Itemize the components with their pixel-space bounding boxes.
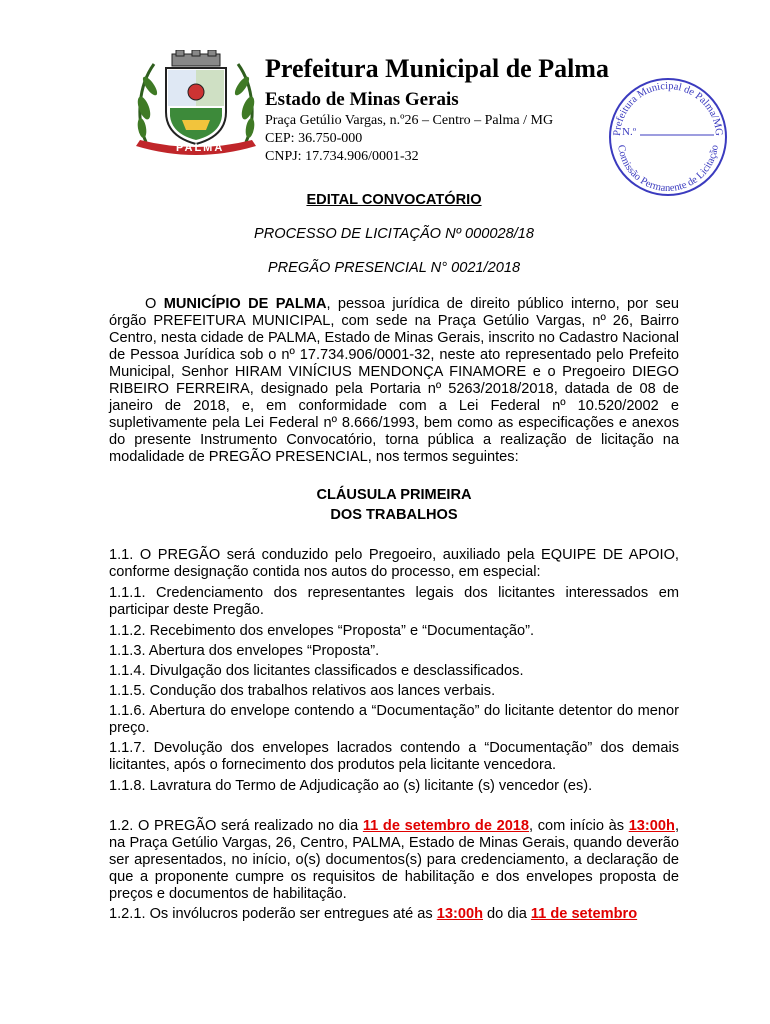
item-1-2-text-b: , com início às (529, 818, 629, 834)
session-date: 11 de setembro de 2018 (362, 818, 530, 834)
intro-municipality: MUNICÍPIO DE PALMA (163, 296, 327, 312)
item-1-1-5: 1.1.5. Condução dos trabalhos relativos aos lances verbais. (109, 683, 496, 699)
stamp-arc-top: Prefeitura Municipal de Palma/MG (611, 80, 725, 137)
item-1-2-1-text-b: do dia (483, 906, 531, 922)
item-1-2 (109, 818, 679, 903)
item-1-2-text-c: , na Praça Getúlio Vargas, 26, Centro, PALMA, Estado de Minas Gerais, quando deverão ser apresentados, no início, o(s) documentos(s) para credenciamento, a declaração de que a proponente cumpre os requisitos de habilitação e dos envelopes proposta de preços e documentos de habilitação. (109, 818, 679, 902)
intro-text: , pessoa jurídica de direito público interno, por seu órgão PREFEITURA MUNICIPAL, com sede na Praça Getúlio Vargas, nº 26, Bairro Centro, nesta cidade de PALMA, Estado de Minas Gerais, inscrito no Cadastro Nacional de Pessoa Jurídica sob o nº 17.734.906/0001-32, neste ato representado pelo Prefeito Municipal, Senhor HIRAM VINÍCIUS MENDONÇA FINAMORE e o Pregoeiro DIEGO RIBEIRO FERREIRA, designado pela Portaria nº 5263/2018/2018, datada de 08 de janeiro de 2018, e, em conformidade com a Lei Federal nº 10.520/2002 e supletivamente pela Lei Federal nº 8.666/1993, bem como as especificações e anexos do presente Instrumento Convocatório, torna pública a realização de licitação na modalidade de PREGÃO PRESENCIAL, nos termos seguintes: (109, 296, 679, 465)
item-1-2-1-text-a: 1.2.1. Os invólucros poderão ser entregues até as (109, 906, 437, 922)
delivery-date: 11 de setembro (530, 906, 638, 922)
header-address: Praça Getúlio Vargas, n.º26 – Centro – Palma / MG (265, 113, 554, 128)
item-1-1-8: 1.1.8. Lavratura do Termo de Adjudicação ao (s) licitante (s) vencedor (es). (109, 778, 593, 794)
clause-subtitle: DOS TRABALHOS (330, 507, 458, 523)
clause-title: CLÁUSULA PRIMEIRA (316, 487, 472, 503)
delivery-time: 13:00h (436, 906, 483, 922)
item-1-1-6: 1.1.6. Abertura do envelope contendo a “Documentação” do licitante detentor do menor preço. (109, 703, 679, 736)
item-1-1-2: 1.1.2. Recebimento dos envelopes “Proposta” e “Documentação”. (109, 623, 535, 639)
item-1-1-4: 1.1.4. Divulgação dos licitantes classificados e desclassificados. (109, 663, 524, 679)
commission-stamp (606, 75, 730, 199)
item-1-2-text-a: 1.2. O PREGÃO será realizado no dia (109, 818, 363, 834)
process-number: PROCESSO DE LICITAÇÃO Nº 000028/18 (253, 226, 535, 242)
item-1-1-7: 1.1.7. Devolução dos envelopes lacrados contendo a “Documentação” dos demais licitantes, após o fornecimento dos produtos pela licitante vencedora. (109, 740, 679, 773)
session-time: 13:00h (628, 818, 675, 834)
header-subtitle: Estado de Minas Gerais (265, 89, 459, 110)
svg-text:Comissão Permanente de Licitaç (615, 144, 721, 194)
stamp-arc-bottom: Comissão Permanente de Licitação (615, 144, 721, 195)
stamp-number-label: N.º (622, 126, 637, 138)
intro-lead: O (145, 296, 164, 312)
header-title: Prefeitura Municipal de Palma (265, 54, 609, 83)
header-cnpj: CNPJ: 17.734.906/0001-32 (265, 149, 419, 164)
pregao-number: PREGÃO PRESENCIAL N° 0021/2018 (267, 260, 521, 276)
item-1-1: 1.1. O PREGÃO será conduzido pelo Pregoeiro, auxiliado pela EQUIPE DE APOIO, conforme designação contida nos autos do processo, em especial: (109, 547, 679, 580)
intro-paragraph (109, 296, 679, 466)
item-1-2-1 (109, 906, 679, 923)
item-1-1-3: 1.1.3. Abertura dos envelopes “Proposta”. (109, 643, 380, 659)
document-title: EDITAL CONVOCATÓRIO (306, 192, 482, 208)
crest-banner-text: PALMA (176, 142, 225, 154)
header-cep: CEP: 36.750-000 (265, 131, 363, 146)
item-1-1-1: 1.1.1. Credenciamento dos representantes legais dos licitantes interessados em participar deste Pregão. (109, 585, 679, 618)
